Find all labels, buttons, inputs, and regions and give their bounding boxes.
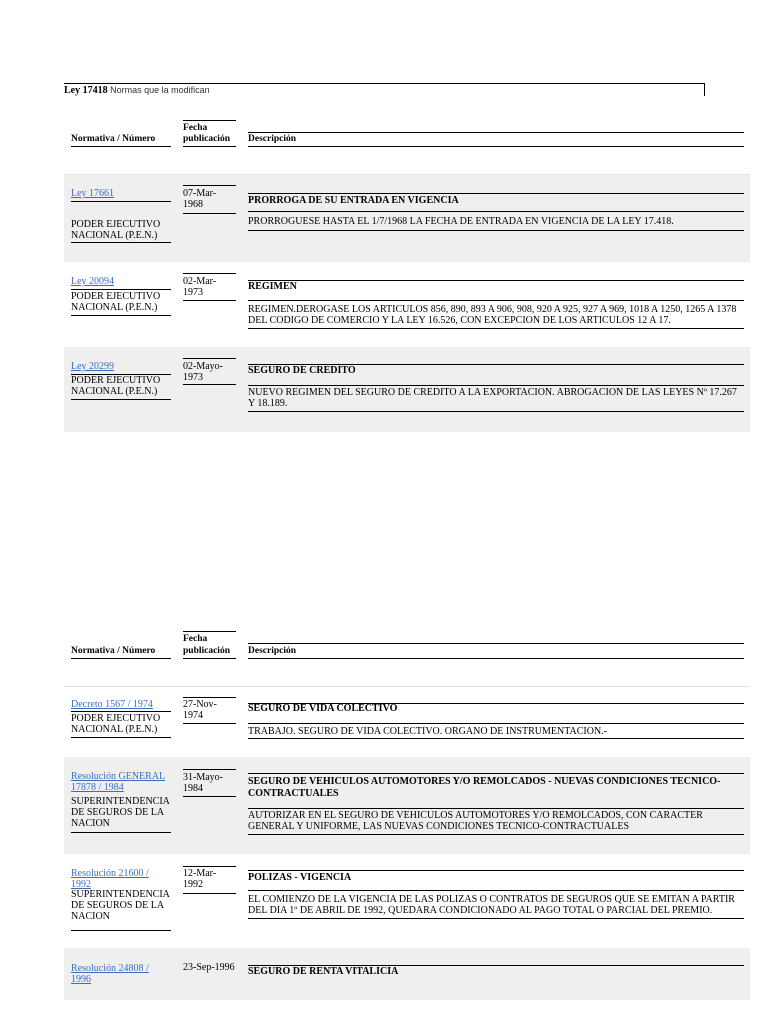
table-row — [64, 262, 750, 347]
issuer: SUPERINTENDENCIA DE SEGUROS DE LA NACION — [71, 889, 170, 922]
col-fecha-line2: publicación — [183, 646, 230, 656]
norm-link[interactable]: Ley 17661 — [71, 188, 115, 199]
table-row — [64, 757, 750, 854]
table-row — [64, 948, 750, 1000]
col-fecha-line2: publicación — [183, 134, 230, 144]
norm-title: SEGURO DE RENTA VITALICIA — [248, 966, 399, 977]
issuer: PODER EJECUTIVO NACIONAL (P.E.N.) — [71, 219, 161, 241]
norm-description: PRORROGUESE HASTA EL 1/7/1968 LA FECHA DE ENTRADA EN VIGENCIA DE LA LEY 17.418. — [248, 216, 674, 227]
norm-link[interactable]: Resolución GENERAL 17878 / 1984 — [71, 771, 166, 793]
page-subtitle: Normas que la modifican — [110, 85, 210, 95]
norm-title: SEGURO DE VIDA COLECTIVO — [248, 703, 398, 714]
norm-link[interactable]: Ley 20299 — [71, 361, 115, 372]
col-normativa: Normativa / Número — [71, 646, 156, 656]
norm-title: POLIZAS - VIGENCIA — [248, 872, 352, 883]
col-descripcion: Descripción — [248, 134, 297, 144]
norm-link[interactable]: Decreto 1567 / 1974 — [71, 699, 153, 710]
issuer: SUPERINTENDENCIA DE SEGUROS DE LA NACION — [71, 796, 170, 829]
page-title — [64, 83, 705, 96]
norm-link[interactable]: Resolución 21600 / 1992 — [71, 868, 149, 890]
norm-link[interactable]: Ley 20094 — [71, 276, 115, 287]
law-label: Ley 17418 — [64, 85, 108, 96]
pub-date: 27-Nov-1974 — [183, 699, 217, 721]
col-normativa: Normativa / Número — [71, 134, 156, 144]
pub-date: 12-Mar-1992 — [183, 868, 217, 890]
issuer: PODER EJECUTIVO NACIONAL (P.E.N.) — [71, 375, 161, 397]
col-descripcion: Descripción — [248, 646, 297, 656]
norm-description: EL COMIENZO DE LA VIGENCIA DE LAS POLIZAS O CONTRATOS DE SEGUROS QUE SE EMITAN A PARTIR DEL DIA 1º DE ABRIL DE 1992, QUEDARA CONDICIONADO AL PAGO TOTAL O PARCIAL DEL PREMIO. — [248, 894, 735, 916]
norm-description: AUTORIZAR EN EL SEGURO DE VEHICULOS AUTOMOTORES Y/O REMOLCADOS, CON CARACTER GENERAL Y UNIFORME, LAS NUEVAS CONDICIONES TECNICO-CONTRACTUALES — [248, 810, 703, 832]
norm-title: PRORROGA DE SU ENTRADA EN VIGENCIA — [248, 195, 459, 206]
norm-title: REGIMEN — [248, 281, 297, 292]
table-row — [64, 175, 750, 262]
pub-date: 02-Mayo-1973 — [183, 361, 223, 383]
pub-date: 02-Mar-1973 — [183, 276, 217, 298]
norm-description: REGIMEN.DEROGASE LOS ARTICULOS 856, 890, 893 A 906, 908, 920 A 925, 927 A 969, 1018 A 1250, 1265 A 1378 DEL CODIGO DE COMERCIO Y LA LEY 16.526, CON EXCEPCION DE LOS ARTICULOS 12 A 17. — [248, 304, 737, 326]
norm-title: SEGURO DE VEHICULOS AUTOMOTORES Y/O REMOLCADOS - NUEVAS CONDICIONES TECNICO-CONTRACTUALES — [248, 776, 721, 799]
issuer: PODER EJECUTIVO NACIONAL (P.E.N.) — [71, 713, 161, 735]
norm-description: TRABAJO. SEGURO DE VIDA COLECTIVO. ORGANO DE INSTRUMENTACION.- — [248, 726, 608, 737]
col-fecha-line1: Fecha — [183, 634, 208, 644]
table-row — [64, 687, 750, 757]
pub-date: 07-Mar-1968 — [183, 188, 217, 210]
norm-title: SEGURO DE CREDITO — [248, 365, 356, 376]
col-fecha-line1: Fecha — [183, 123, 208, 133]
pub-date: 23-Sep-1996 — [183, 962, 235, 973]
norm-description: NUEVO REGIMEN DEL SEGURO DE CREDITO A LA EXPORTACION. ABROGACION DE LAS LEYES Nº 17.267 Y 18.189. — [248, 387, 737, 409]
table-row — [64, 347, 750, 432]
norm-link[interactable]: Resolución 24808 / 1996 — [71, 963, 149, 985]
table-row — [64, 854, 750, 948]
pub-date: 31-Mayo-1984 — [183, 772, 223, 794]
issuer: PODER EJECUTIVO NACIONAL (P.E.N.) — [71, 291, 161, 313]
